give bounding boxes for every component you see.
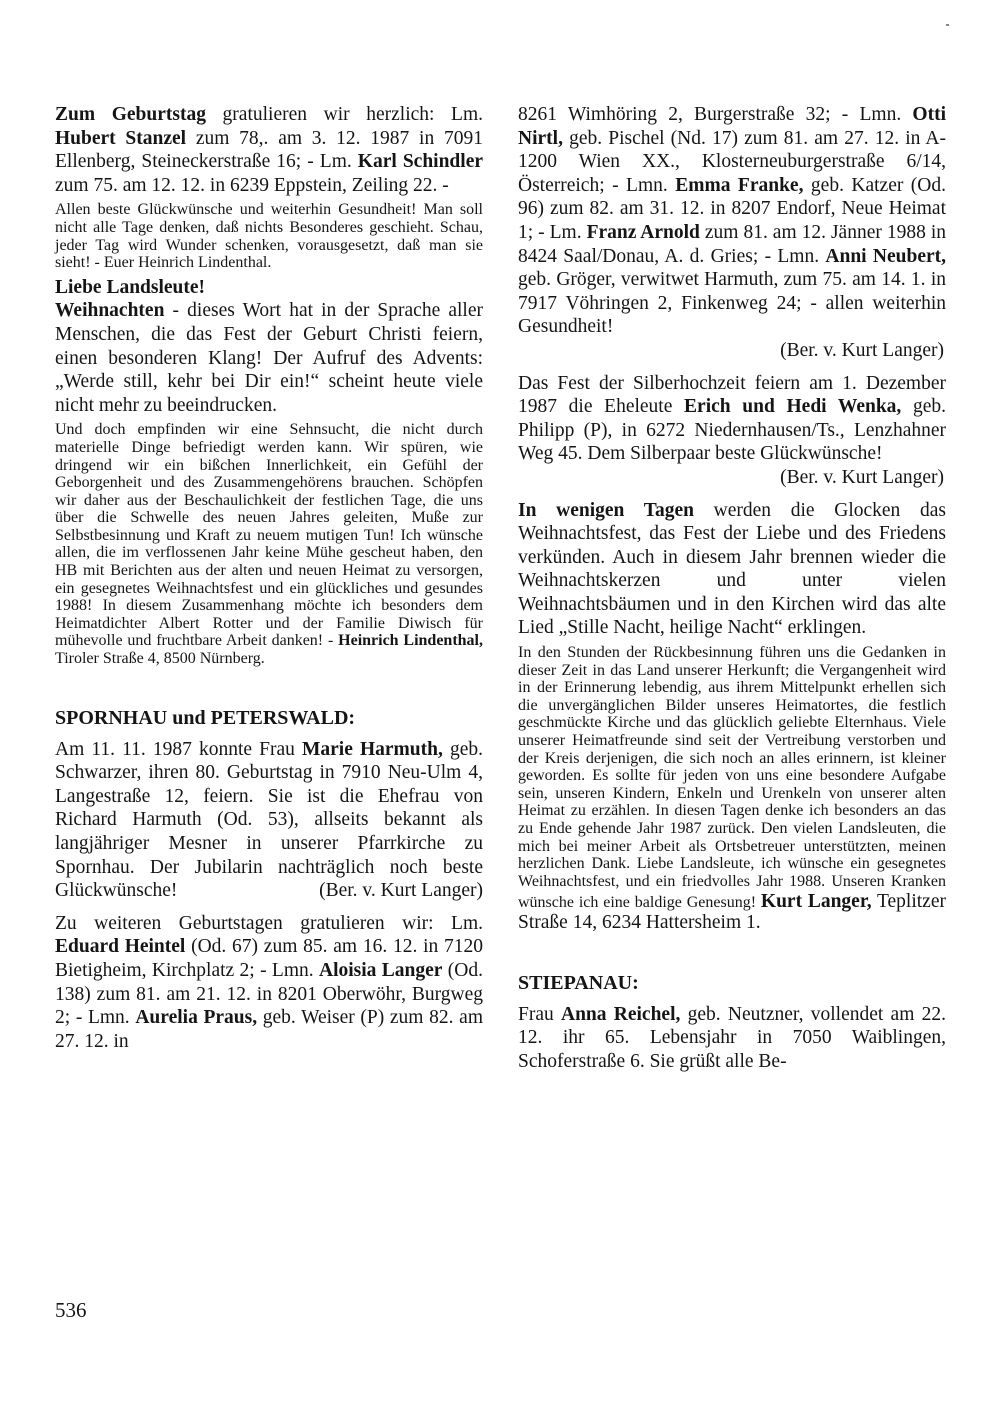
right-column <box>518 103 946 1073</box>
lead-text: Zum Geburtstag <box>55 104 206 125</box>
person-name: Aloisia Langer <box>318 959 443 981</box>
section-heading-stiepanau: STIEPANAU: <box>518 971 639 994</box>
person-name: Marie Harmuth, <box>302 738 443 760</box>
person-name: Emma Franke, <box>675 174 804 196</box>
birthday-greetings-paragraph: Zum Geburtstag gratulieren wir herzlich: Lm. Hubert Stanzel zum 78,. am 3. 12. 1987 in 7091 Ellenberg, Steineckerstraße 16; - Lm. Karl Schindler zum 75. am 12. 12. in 6239 Eppstein, Zeiling 22. - <box>55 104 483 196</box>
person-name: Hubert Stanzel <box>55 127 187 149</box>
birthday-paragraph-reichel: Frau Anna Reichel, geb. Neutzner, vollendet am 22. 12. ihr 65. Lebensjahr in 7050 Waiblingen, Schoferstraße 6. Sie grüßt alle Be- <box>518 1003 946 1072</box>
person-name: Franz Arnold <box>586 221 700 243</box>
christmas-message-paragraph: Und doch empfinden wir eine Sehnsucht, die nicht durch materielle Dinge befriedigt werden kann. Wir spüren, wie dringend wir ein bißchen Innerlichkeit, ein Gefühl der Geborgenheit und des Zusammengehörens brauchen. Schöpfen wir daher aus der Beschaulichkeit der festlichen Tage, die uns über die Schwelle des neuen Jahres geleiten, Muße zur Selbstbesinnung und Kraft zu neuem mutigen Tun! Ich wünsche allen, die im verflossenen Jahr keine Mühe gescheut haben, den HB mit Berichten aus der alten und neuen Heimat zu versorgen, ein gesegnetes Weihnachtsfest und ein glückliches und gesundes 1988! In diesem Zusammenhang möchte ich besonders dem Heimatdichter Albert Rotter und der Familie Diwisch für mühevolle und fruchtbare Arbeit danken! - Heinrich Lindenthal, Tiroler Straße 4, 8500 Nürnberg. <box>55 421 483 668</box>
person-name: Karl Schindler <box>357 151 483 173</box>
section-heading-spornhau: SPORNHAU und PETERSWALD: <box>55 706 356 729</box>
reflection-paragraph: In den Stunden der Rückbesinnung führen uns die Gedanken in dieser Zeit in das Land unserer Herkunft; die Vergangenheit wird in der Erinnerung lebendig, aus ihrem Mittelpunkt erhellen sich die unvergänglichen Bilder unseres Heimatortes, die festlich geschmückte Kirche und das glücklich geliebte Elternhaus. Viele unserer Heimatfreunde sind seit der Vertreibung verstorben und der Kreis derjenigen, die sich noch an alles erinnern, ist kleiner geworden. Es sollte für jeden von uns eine besondere Aufgabe sein, unseren Kindern, Enkeln und Urenkeln von unserer alten Heimat zu erzählen. In diesen Tagen denke ich besonders an das zu Ende gehende Jahr 1987 zurück. Den vielen Landsleuten, die mich bei meiner Arbeit als Ortsbetreuer unterstützten, meinen herzlichen Dank. Liebe Landsleute, ich wünsche ein gesegnetes Weihnachtsfest, und ein friedvolles Jahr 1988. Unseren Kranken wünsche ich eine baldige Genesung! Kurt Langer, Teplitzer Straße 14, 6234 Hattersheim 1. <box>518 644 946 933</box>
lead-text: In wenigen Tagen <box>518 499 694 521</box>
christmas-paragraph: Weihnachten - dieses Wort hat in der Sprache aller Menschen, die das Fest der Geburt Christi feiern, einen besonderen Klang! Der Aufruf des Advents: „Werde still, kehr bei Dir ein!“ scheint heute viele nicht mehr zu beeindrucken. <box>55 300 483 416</box>
report-credit: (Ber. v. Kurt Langer) <box>319 880 483 902</box>
author-name: Heinrich Lindenthal, <box>338 632 483 650</box>
report-credit: (Ber. v. Kurt Langer) <box>780 339 944 361</box>
salutation: Liebe Landsleute! <box>55 276 206 298</box>
person-name: Anna Reichel, <box>561 1003 681 1025</box>
corner-mark <box>946 24 949 26</box>
christmas-bells-paragraph: In wenigen Tagen werden die Glocken das Weihnachtsfest, das Fest der Liebe und des Friedens verkünden. Auch in diesem Jahr brennen wieder die Weihnachtskerzen und unter vielen Weihnachtsbäumen und in den Kirchen wird das alte Lied „Stille Nacht, heilige Nacht“ erklingen. <box>518 499 946 639</box>
birthday-paragraph-harmuth: Am 11. 11. 1987 konnte Frau Marie Harmuth, geb. Schwarzer, ihren 80. Geburtstag in 7910 Neu-Ulm 4, Langestraße 12, feiern. Sie ist die Ehefrau von Richard Harmuth (Od. 53), allseits bekannt als langjähriger Mesner in unserer Pfarrkirche zu Spornhau. Der Jubilarin nachträglich noch beste Glückwünsche! (Ber. v. Kurt Langer) <box>55 738 484 902</box>
person-name: Erich und Hedi Wenka, <box>684 396 902 418</box>
left-column <box>55 103 483 1053</box>
page-number: 536 <box>55 1298 87 1322</box>
birthdays-continued-paragraph: 8261 Wimhöring 2, Burgerstraße 32; - Lmn. Otti Nirtl, geb. Pischel (Nd. 17) zum 81. am 27. 12. in A-1200 Wien XX., Klosterneuburgerstraße 6/14, Österreich; - Lmn. Emma Franke, geb. Katzer (Od. 96) zum 82. am 31. 12. in 8207 Endorf, Neue Heimat 1; - Lm. Franz Arnold zum 81. am 12. Jänner 1988 in 8424 Saal/Donau, A. d. Gries; - Lmn. Anni Neubert, geb. Gröger, verwitwet Harmuth, zum 75. am 14. 1. in 7917 Vöhringen 2, Finkenweg 24; - allen weiterhin Gesundheit! <box>518 104 947 338</box>
report-credit: (Ber. v. Kurt Langer) <box>780 466 944 488</box>
more-birthdays-paragraph: Zu weiteren Geburtstagen gratulieren wir: Lm. Eduard Heintel (Od. 67) zum 85. am 16. 12. in 7120 Bietigheim, Kirchplatz 2; - Lmn. Aloisia Langer (Od. 138) zum 81. am 21. 12. in 8201 Oberwöhr, Burgweg 2; - Lmn. Aurelia Praus, geb. Weiser (P) zum 82. am 27. 12. in <box>55 912 483 1052</box>
person-name: Aurelia Praus, <box>135 1007 258 1029</box>
silver-wedding-paragraph: Das Fest der Silberhochzeit feiern am 1. Dezember 1987 die Eheleute Erich und Hedi Wenka, geb. Philipp (P), in 6272 Niedernhausen/Ts., Lenzhahner Weg 45. Dem Silberpaar beste Glückwünsche! <box>518 372 946 465</box>
person-name: Otti Nirtl, <box>518 104 946 149</box>
author-name: Kurt Langer, <box>760 891 872 913</box>
person-name: Eduard Heintel <box>55 936 186 958</box>
person-name: Anni Neubert, <box>825 245 946 267</box>
wishes-paragraph: Allen beste Glückwünsche und weiterhin Gesundheit! Man soll nicht alle Tage denken, daß nichts Besonderes geschieht. Schau, jeder Tag wird Wunder schenken, vorausgesetzt, daß man sie sieht! - Euer Heinrich Lindenthal. <box>55 201 483 272</box>
lead-text: Weihnachten <box>55 300 165 322</box>
